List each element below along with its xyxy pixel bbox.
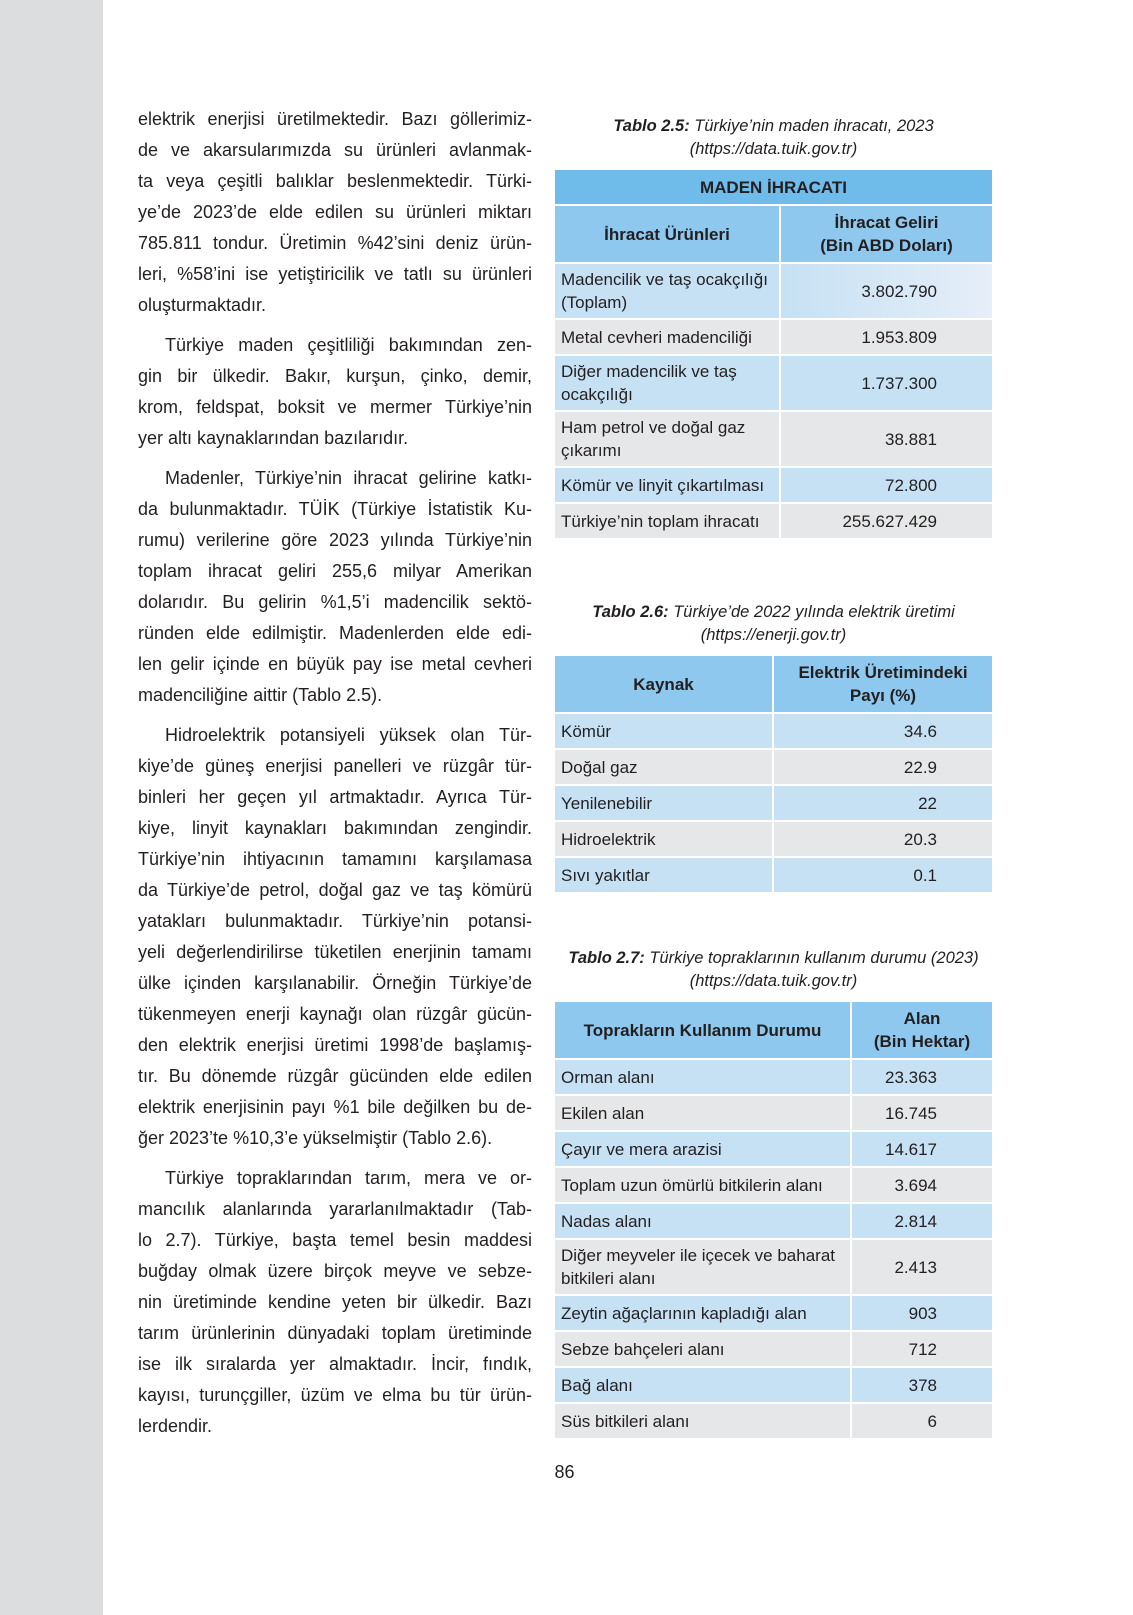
row-label: Doğal gaz <box>555 750 772 784</box>
page-margin-strip <box>0 0 103 1615</box>
paragraph <box>138 720 532 1154</box>
table-caption <box>555 115 992 161</box>
row-label: Yenilenebilir <box>555 786 772 820</box>
text-line: da Türkiye’de petrol, doğal gaz ve taş kömürü <box>138 880 532 900</box>
text-line: Türkiye’nin ihtiyacının tamamını karşılamasa <box>138 849 532 869</box>
paragraph <box>138 104 532 321</box>
row-value: 38.881 <box>779 412 992 466</box>
table-row <box>555 504 992 538</box>
table-row <box>555 1296 992 1330</box>
table-source: (https://data.tuik.gov.tr) <box>689 140 858 158</box>
text-line: elektrik enerjisinin payı %1 bile değilken bu de- <box>138 1097 532 1117</box>
row-value: 6 <box>850 1404 992 1438</box>
row-value: 3.802.790 <box>779 264 992 318</box>
table-label: Tablo 2.7: <box>568 949 645 967</box>
text-line: yatakları bulunmaktadır. Türkiye’nin potansi- <box>138 911 532 931</box>
text-line: kayısı, turunçgiller, üzüm ve elma bu tür ürün- <box>138 1385 532 1405</box>
table-row <box>555 320 992 354</box>
table-source: (https://enerji.gov.tr) <box>700 626 847 644</box>
page-number-wrap <box>0 1462 1133 1483</box>
table-2-5 <box>555 115 992 540</box>
text-line: ründen elde edilmiştir. Madenlerden elde edi- <box>138 623 532 643</box>
row-value: 903 <box>850 1296 992 1330</box>
row-label: Bağ alanı <box>555 1368 850 1402</box>
row-value: 2.413 <box>850 1240 992 1294</box>
body-text-column <box>138 104 532 1451</box>
text-line: ise ilk sıralarda yer almaktadır. İncir, fındık, <box>138 1354 532 1374</box>
row-value: 16.745 <box>850 1096 992 1130</box>
table-row <box>555 1332 992 1366</box>
table-row <box>555 1132 992 1166</box>
page-number: 86 <box>554 1462 575 1482</box>
table-row <box>555 1168 992 1202</box>
text-line: tır. Bu dönemde rüzgâr gücünden elde edilen <box>138 1066 532 1086</box>
text-line: tarım ürünlerinin dünyadaki toplam üretiminde <box>138 1323 532 1343</box>
table-row <box>555 264 992 318</box>
row-label: Ham petrol ve doğal gaz çıkarımı <box>555 412 779 466</box>
text-line: oluşturmaktadır. <box>138 295 267 315</box>
text-line: gin bir ülkedir. Bakır, kurşun, çinko, demir, <box>138 366 532 386</box>
row-value: 0.1 <box>772 858 992 892</box>
table-source: (https://data.tuik.gov.tr) <box>689 972 858 990</box>
table-caption <box>555 947 992 993</box>
text-line: Hidroelektrik potansiyeli yüksek olan Tür- <box>165 725 532 745</box>
row-label: Madencilik ve taş ocakçılığı (Toplam) <box>555 264 779 318</box>
row-label: Sıvı yakıtlar <box>555 858 772 892</box>
row-value: 22 <box>772 786 992 820</box>
table-row <box>555 412 992 466</box>
table-2-7 <box>555 947 992 1440</box>
text-line: yer altı kaynaklarından bazılarıdır. <box>138 428 409 448</box>
row-value: 2.814 <box>850 1204 992 1238</box>
row-label: Diğer meyveler ile içecek ve baharat bitkileri alanı <box>555 1240 850 1294</box>
row-label: Çayır ve mera arazisi <box>555 1132 850 1166</box>
text-line: toplam ihracat geliri 255,6 milyar Amerikan <box>138 561 532 581</box>
row-label: Süs bitkileri alanı <box>555 1404 850 1438</box>
table-title: Türkiye topraklarının kullanım durumu (2023) <box>644 949 979 967</box>
text-line: elektrik enerjisi üretilmektedir. Bazı göllerimiz- <box>138 109 532 129</box>
text-line: tükenmeyen enerji kaynağı olan rüzgâr gücün- <box>138 1004 532 1024</box>
row-value: 378 <box>850 1368 992 1402</box>
table-2-6 <box>555 601 992 894</box>
paragraph <box>138 463 532 711</box>
table-row <box>555 750 992 784</box>
row-value: 72.800 <box>779 468 992 502</box>
row-value: 20.3 <box>772 822 992 856</box>
row-label: Nadas alanı <box>555 1204 850 1238</box>
text-line: kiye, linyit kaynakları bakımından zengindir. <box>138 818 532 838</box>
row-value: 22.9 <box>772 750 992 784</box>
text-line: ye’de 2023’de elde edilen su ürünleri miktarı <box>138 202 532 222</box>
text-line: krom, feldspat, boksit ve mermer Türkiye’nin <box>138 397 532 417</box>
row-value: 1.953.809 <box>779 320 992 354</box>
table-caption <box>555 601 992 647</box>
text-line: lerdendir. <box>138 1416 213 1436</box>
text-line: da bulunmaktadır. TÜİK (Türkiye İstatistik Ku- <box>138 499 532 519</box>
table-row <box>555 822 992 856</box>
paragraph <box>138 330 532 454</box>
row-label: Orman alanı <box>555 1060 850 1094</box>
table-row <box>555 468 992 502</box>
text-line: 785.811 tondur. Üretimin %42’sini deniz ürün- <box>138 233 532 253</box>
table-label: Tablo 2.6: <box>592 603 669 621</box>
data-table <box>555 1000 992 1440</box>
row-label: Diğer madencilik ve taş ocakçılığı <box>555 356 779 410</box>
text-line: Türkiye maden çeşitliliği bakımından zen- <box>165 335 532 355</box>
text-line: yeli değerlendirilirse tüketilen enerjinin tamamı <box>138 942 532 962</box>
table-row <box>555 1096 992 1130</box>
text-line: buğday olmak üzere birçok meyve ve sebze- <box>138 1261 532 1281</box>
row-label: Hidroelektrik <box>555 822 772 856</box>
row-label: Metal cevheri madenciliği <box>555 320 779 354</box>
row-value: 23.363 <box>850 1060 992 1094</box>
table-row <box>555 356 992 410</box>
paragraph <box>138 1163 532 1442</box>
text-line: kiye’de güneş enerjisi panelleri ve rüzgâr tür- <box>138 756 532 776</box>
text-line: len gelir içinde en büyük pay ise metal cevheri <box>138 654 532 674</box>
text-line: rumu) verilerine göre 2023 yılında Türkiye’nin <box>138 530 532 550</box>
row-value: 1.737.300 <box>779 356 992 410</box>
row-label: Kömür ve linyit çıkartılması <box>555 468 779 502</box>
row-label: Kömür <box>555 714 772 748</box>
table-row <box>555 1240 992 1294</box>
table-top-header: MADEN İHRACATI <box>555 170 992 204</box>
text-line: binleri her geçen yıl artmaktadır. Ayrıca Tür- <box>138 787 532 807</box>
table-row <box>555 1368 992 1402</box>
table-title: Türkiye’de 2022 yılında elektrik üretimi <box>668 603 955 621</box>
table-row <box>555 1404 992 1438</box>
text-line: Türkiye topraklarından tarım, mera ve or- <box>165 1168 532 1188</box>
text-line: madenciliğine aittir (Tablo 2.5). <box>138 685 383 705</box>
row-label: Sebze bahçeleri alanı <box>555 1332 850 1366</box>
column-header: İhracat Ürünleri <box>555 206 779 262</box>
row-label: Toplam uzun ömürlü bitkilerin alanı <box>555 1168 850 1202</box>
table-row <box>555 714 992 748</box>
row-value: 255.627.429 <box>779 504 992 538</box>
text-line: lo 2.7). Türkiye, başta temel besin maddesi <box>138 1230 532 1250</box>
text-line: mancılık alanlarında yararlanılmaktadır (Tab- <box>138 1199 532 1219</box>
table-row <box>555 1060 992 1094</box>
column-header: İhracat Geliri (Bin ABD Doları) <box>779 206 992 262</box>
row-label: Türkiye’nin toplam ihracatı <box>555 504 779 538</box>
column-header: Toprakların Kullanım Durumu <box>555 1002 850 1058</box>
column-header: Alan (Bin Hektar) <box>850 1002 992 1058</box>
column-header: Kaynak <box>555 656 772 712</box>
column-header: Elektrik Üretimindeki Payı (%) <box>772 656 992 712</box>
text-line: nin üretiminde kendine yeten bir ülkedir. Bazı <box>138 1292 532 1312</box>
data-table <box>555 654 992 894</box>
table-row <box>555 858 992 892</box>
table-row <box>555 1204 992 1238</box>
row-value: 34.6 <box>772 714 992 748</box>
text-line: den elektrik enerjisi üretimi 1998’de başlamış- <box>138 1035 532 1055</box>
row-label: Zeytin ağaçlarının kapladığı alan <box>555 1296 850 1330</box>
table-label: Tablo 2.5: <box>613 117 690 135</box>
data-table <box>555 168 992 540</box>
text-line: ta veya çeşitli balıklar beslenmektedir. Türki- <box>138 171 532 191</box>
text-line: Madenler, Türkiye’nin ihracat gelirine katkı- <box>165 468 532 488</box>
row-value: 3.694 <box>850 1168 992 1202</box>
row-value: 14.617 <box>850 1132 992 1166</box>
text-line: de ve akarsularımızda su ürünleri avlanmak- <box>138 140 532 160</box>
row-label: Ekilen alan <box>555 1096 850 1130</box>
table-row <box>555 786 992 820</box>
text-line: ğer 2023’te %10,3’e yükselmiştir (Tablo 2.6). <box>138 1128 493 1148</box>
text-line: leri, %58’ini ise yetiştiricilik ve tatlı su ürünleri <box>138 264 532 284</box>
text-line: ülke içinden karşılanabilir. Örneğin Türkiye’de <box>138 973 532 993</box>
row-value: 712 <box>850 1332 992 1366</box>
table-title: Türkiye’nin maden ihracatı, 2023 <box>689 117 934 135</box>
text-line: dolarıdır. Bu gelirin %1,5’i madencilik sektö- <box>138 592 532 612</box>
